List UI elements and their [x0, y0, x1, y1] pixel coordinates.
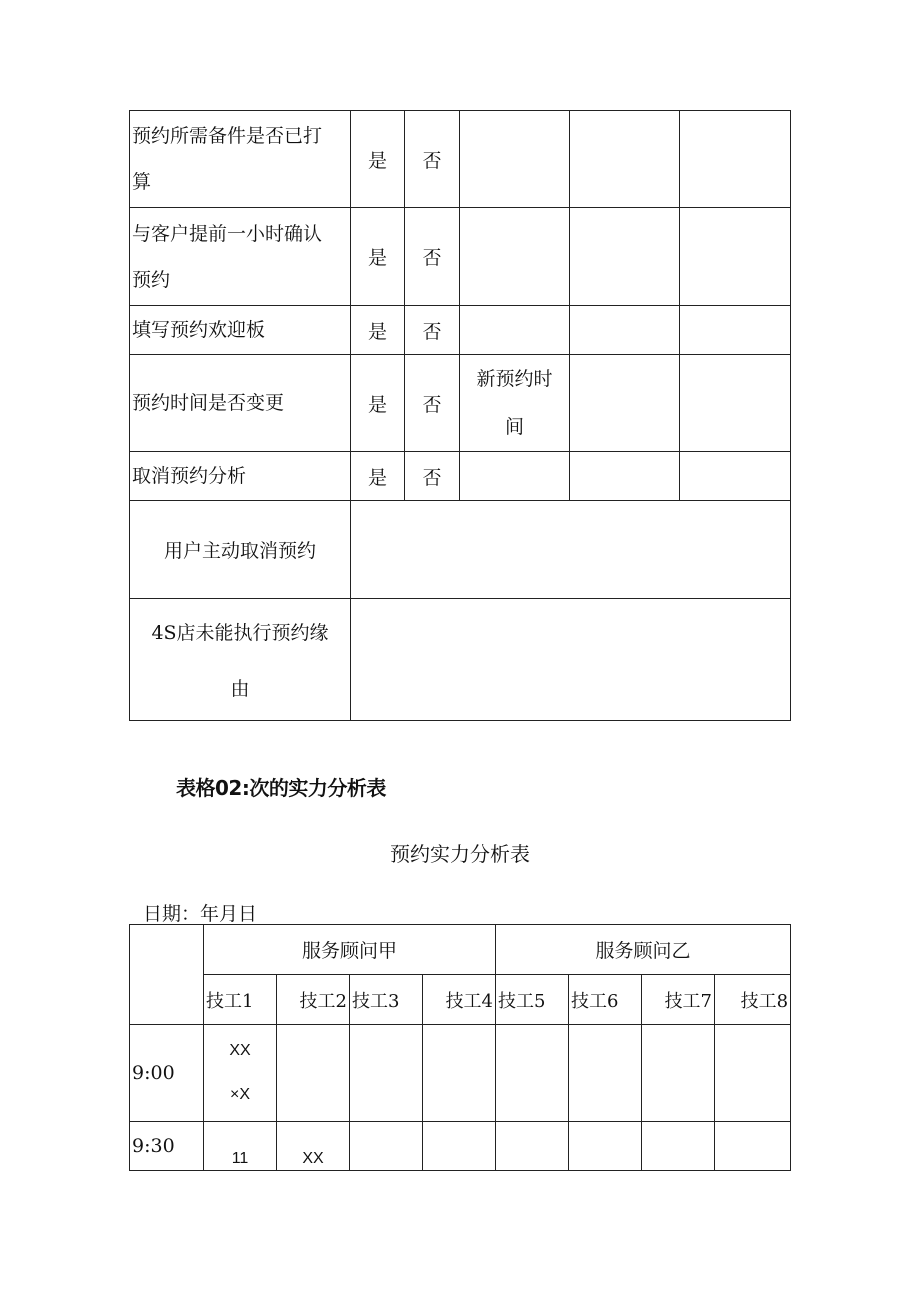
booking-cell[interactable]: [642, 1122, 715, 1171]
empty-cell[interactable]: [570, 355, 680, 452]
appointment-check-table: [129, 110, 791, 721]
booking-cell[interactable]: [350, 1122, 423, 1171]
yes-cell[interactable]: 是: [351, 111, 405, 208]
label-line: 与客户提前一小时确认: [132, 222, 323, 245]
empty-cell[interactable]: [680, 355, 791, 452]
booking-cell[interactable]: [569, 1025, 642, 1122]
row-label: [130, 111, 351, 208]
technician-header: 技工2: [277, 975, 350, 1025]
technician-header-row: [130, 975, 791, 1025]
advisor-header: 服务顾问乙: [496, 925, 791, 975]
booking-mark: XX: [229, 1042, 251, 1059]
no-cell[interactable]: 否: [405, 452, 460, 501]
booking-cell[interactable]: [715, 1122, 791, 1171]
booking-cell[interactable]: [569, 1122, 642, 1171]
booking-cell[interactable]: [642, 1025, 715, 1122]
empty-cell[interactable]: [680, 111, 791, 208]
label-line: 由: [230, 678, 250, 700]
yes-cell[interactable]: 是: [351, 355, 405, 452]
corner-cell: [130, 925, 204, 1025]
label-line: 预约: [132, 268, 171, 291]
empty-cell[interactable]: [570, 111, 680, 208]
cancel-store-field[interactable]: [351, 599, 791, 721]
time-slot-label: 9:00: [130, 1025, 204, 1122]
table-row: [130, 306, 791, 355]
booking-cell[interactable]: [715, 1025, 791, 1122]
booking-cell[interactable]: [204, 1025, 277, 1122]
date-label: 日期：年月日: [143, 903, 258, 925]
no-cell[interactable]: 否: [405, 111, 460, 208]
label-line: 新预约时: [476, 368, 553, 390]
technician-header: 技工8: [715, 975, 791, 1025]
booking-cell[interactable]: [277, 1025, 350, 1122]
capacity-analysis-table: [129, 924, 791, 1171]
booking-cell[interactable]: [423, 1025, 496, 1122]
booking-cell[interactable]: XX: [277, 1122, 350, 1171]
table-caption: 预约实力分析表: [390, 842, 530, 866]
row-label: 预约时间是否变更: [130, 355, 351, 452]
technician-header: 技工6: [569, 975, 642, 1025]
table-row: [130, 501, 791, 599]
time-slot-row: [130, 1122, 791, 1171]
technician-header: 技工4: [423, 975, 496, 1025]
empty-cell[interactable]: [680, 452, 791, 501]
advisor-header-row: [130, 925, 791, 975]
new-appointment-time-label: [460, 355, 570, 452]
table-row: [130, 599, 791, 721]
no-cell[interactable]: 否: [405, 355, 460, 452]
yes-cell[interactable]: 是: [351, 306, 405, 355]
advisor-header: 服务顾问甲: [204, 925, 496, 975]
booking-cell[interactable]: [423, 1122, 496, 1171]
empty-cell[interactable]: [680, 208, 791, 306]
no-cell[interactable]: 否: [405, 208, 460, 306]
booking-cell[interactable]: [496, 1122, 569, 1171]
empty-cell[interactable]: [460, 452, 570, 501]
empty-cell[interactable]: [460, 306, 570, 355]
yes-cell[interactable]: 是: [351, 208, 405, 306]
row-label: 填写预约欢迎板: [130, 306, 351, 355]
technician-header: 技工3: [350, 975, 423, 1025]
time-slot-label: 9:30: [130, 1122, 204, 1171]
table-row: [130, 208, 791, 306]
cancel-user-label: 用户主动取消预约: [130, 501, 351, 599]
cancel-user-field[interactable]: [351, 501, 791, 599]
table-row: [130, 452, 791, 501]
label-line: 间: [504, 416, 524, 438]
section-heading: 表格02:次的实力分析表: [176, 776, 386, 800]
table-row: [130, 111, 791, 208]
yes-cell[interactable]: 是: [351, 452, 405, 501]
label-line: 预约所需备件是否已打: [132, 125, 323, 147]
booking-cell[interactable]: [496, 1025, 569, 1122]
technician-header: 技工7: [642, 975, 715, 1025]
empty-cell[interactable]: [570, 208, 680, 306]
empty-cell[interactable]: [460, 111, 570, 208]
empty-cell[interactable]: [570, 306, 680, 355]
booking-cell[interactable]: [350, 1025, 423, 1122]
label-line: 4S店未能执行预约缘: [151, 622, 329, 644]
label-line: 算: [132, 171, 152, 193]
no-cell[interactable]: 否: [405, 306, 460, 355]
technician-header: 技工1: [204, 975, 277, 1025]
cancel-store-label: [130, 599, 351, 721]
empty-cell[interactable]: [460, 208, 570, 306]
technician-header: 技工5: [496, 975, 569, 1025]
row-label: 取消预约分析: [130, 452, 351, 501]
time-slot-row: [130, 1025, 791, 1122]
table-row: [130, 355, 791, 452]
booking-mark: ×X: [229, 1086, 250, 1103]
row-label: [130, 208, 351, 306]
empty-cell[interactable]: [680, 306, 791, 355]
booking-cell[interactable]: 11: [204, 1122, 277, 1171]
empty-cell[interactable]: [570, 452, 680, 501]
